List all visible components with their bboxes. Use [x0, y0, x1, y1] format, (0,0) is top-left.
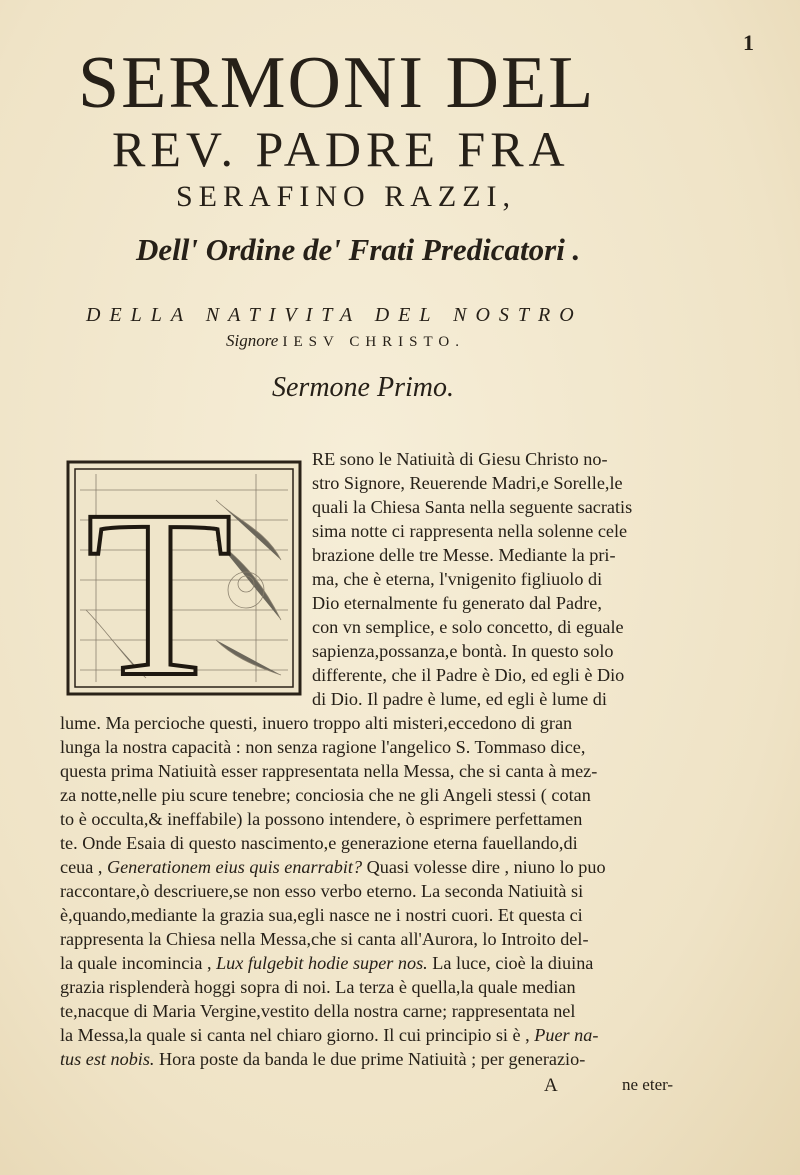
sermon-title: Sermone Primo. [272, 372, 454, 403]
body-line: to è occulta,& ineffabile) la possono intendere, ò esprimere perfettamen [60, 809, 583, 829]
title-line-1: SERMONI DEL [78, 42, 596, 124]
body-line: quali la Chiesa Santa nella seguente sacratis [312, 497, 633, 517]
latin-quote: Lux fulgebit hodie super nos. [216, 953, 428, 973]
latin-quote: Puer na- [534, 1025, 599, 1045]
body-line-part: la Messa,la quale si canta nel chiaro giorno. Il cui principio si è , [60, 1025, 530, 1045]
body-line-part: La luce, cioè la diuina [432, 953, 594, 973]
body-line: questa prima Natiuità esser rappresentata nella Messa, che si canta à mez- [60, 761, 598, 781]
body-line: te,nacque di Maria Vergine,vestito della nostra carne; rappresentata nel [60, 1001, 576, 1021]
body-line: Dio eternalmente fu generato dal Padre, [312, 593, 602, 613]
subheading-line-1: DELLA NATIVITA DEL NOSTRO [86, 304, 583, 326]
body-line: sima notte ci rappresenta nella solenne cele [312, 521, 628, 541]
body-line [60, 858, 606, 876]
subheading-line-2 [226, 331, 646, 351]
title-line-2: REV. PADRE FRA [112, 121, 570, 177]
body-line: è,quando,mediante la grazia sua,egli nasce ne i nostri cuori. Et questa ci [60, 905, 583, 925]
body-line: raccontare,ò descriuere,se non esso verbo eterno. La seconda Natiuità si [60, 881, 584, 901]
body-line [60, 1026, 598, 1044]
body-line-part: Hora poste da banda le due prime Natiuità ; per generazio- [159, 1049, 586, 1069]
body-line: grazia risplenderà hoggi sopra di noi. La terza è quella,la quale median [60, 977, 576, 997]
body-line-part: Quasi volesse dire , niuno lo puo [366, 857, 606, 877]
drop-cap-illustration-icon [66, 460, 302, 696]
latin-quote: Generationem eius quis enarrabit? [106, 857, 363, 877]
body-line: lunga la nostra capacità : non senza ragione l'angelico S. Tommaso dice, [60, 737, 586, 757]
body-line: sapienza,possanza,e bontà. In questo solo [312, 641, 614, 661]
body-line: ma, che è eterna, l'vnigenito figliuolo di [312, 569, 603, 589]
subheading-iesu-christo: IESV CHRISTO. [282, 334, 465, 350]
signature-mark: A [544, 1075, 558, 1096]
body-line-part: la quale incomincia , [60, 953, 212, 973]
body-line-part: ceua , [60, 857, 103, 877]
body-line: lume. Ma percioche questi, inuero troppo alti misteri,eccedono di gran [60, 713, 573, 733]
title-line-3: SERAFINO RAZZI, [176, 180, 517, 213]
body-line: RE sono le Natiuità di Giesu Christo no- [312, 449, 608, 469]
body-line: stro Signore, Reuerende Madri,e Sorelle,le [312, 473, 623, 493]
body-line: di Dio. Il padre è lume, ed egli è lume di [312, 689, 607, 709]
body-line [60, 1050, 585, 1068]
latin-quote: tus est nobis. [60, 1049, 155, 1069]
body-line [60, 954, 593, 972]
catchword: ne eter- [622, 1075, 674, 1094]
body-line: differente, che il Padre è Dio, ed egli è Dio [312, 665, 625, 685]
body-line: za notte,nelle piu scure tenebre; conciosia che ne gli Angeli stessi ( cotan [60, 785, 591, 805]
title-line-4: Dell' Ordine de' Frati Predicatori . [136, 232, 581, 267]
body-line: brazione delle tre Messe. Mediante la pri- [312, 545, 616, 565]
page-number: 1 [743, 30, 754, 55]
body-line: rappresenta la Chiesa nella Messa,che si canta all'Aurora, lo Introito del- [60, 929, 589, 949]
subheading-signore: Signore [226, 331, 279, 350]
body-line: te. Onde Esaia di questo nascimento,e generazione eterna fauellando,di [60, 833, 578, 853]
decorated-initial [66, 460, 302, 696]
drop-cap-letter: T [86, 460, 233, 696]
body-line: con vn semplice, e solo concetto, di eguale [312, 617, 624, 637]
